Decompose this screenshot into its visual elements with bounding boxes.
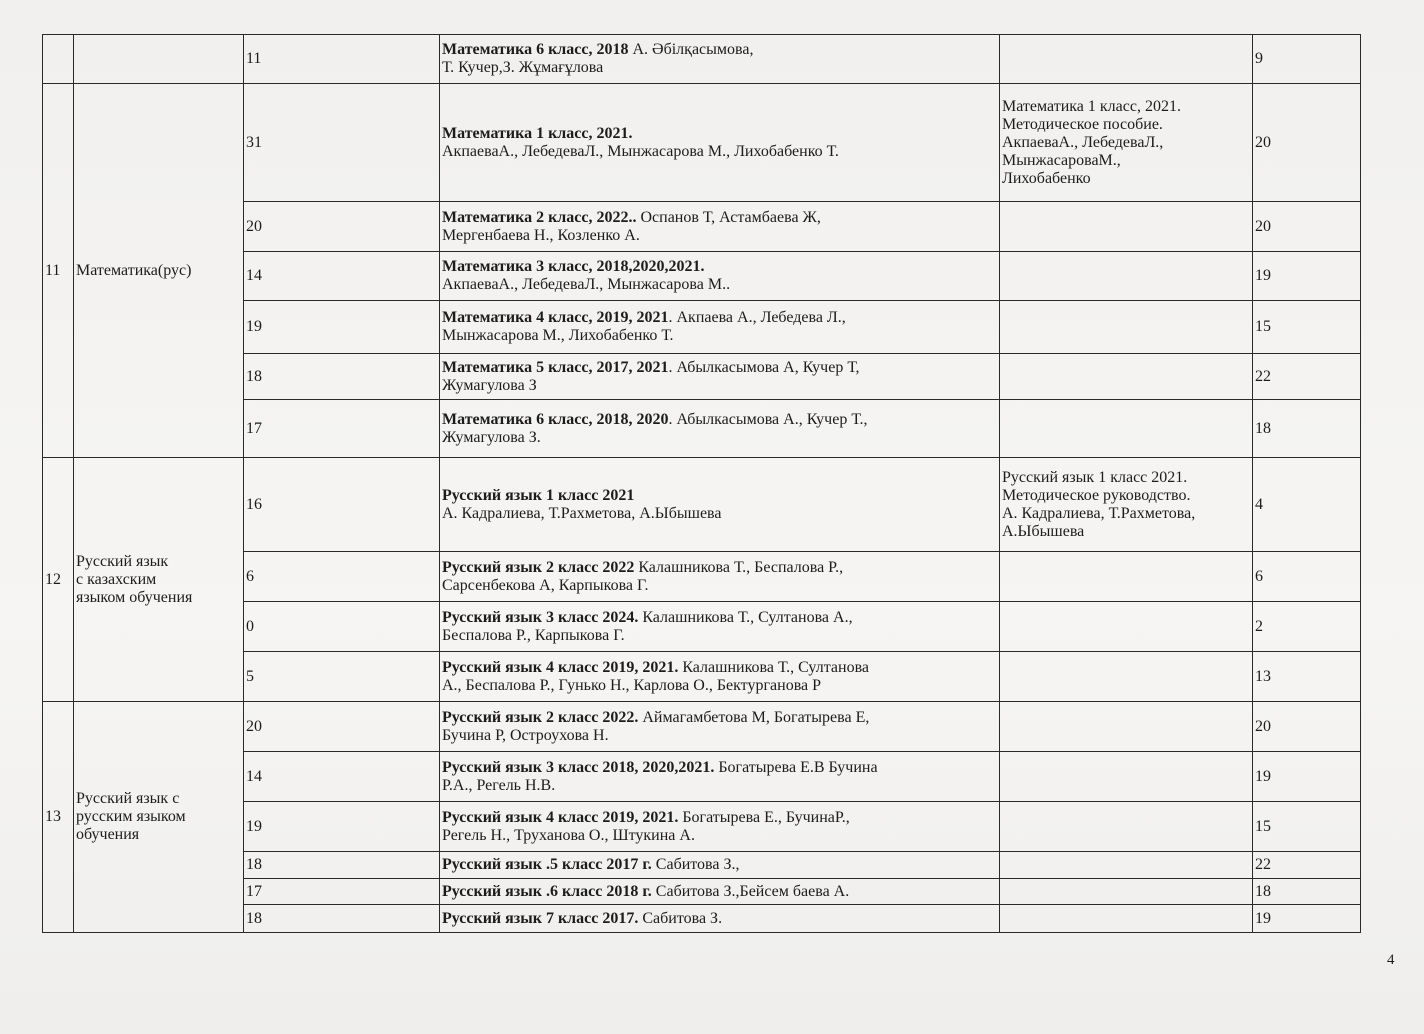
methodical-cell — [1000, 35, 1253, 84]
result-cell: 18 — [1253, 879, 1361, 905]
subject-line: обучения — [76, 826, 140, 843]
textbook-title: Математика 1 класс, 2021. — [442, 124, 633, 142]
textbook-authors: Богатырева Е.В Бучина — [714, 758, 878, 776]
subject-cell — [74, 35, 244, 84]
methodical-cell — [1000, 702, 1253, 752]
methodical-cell — [1000, 905, 1253, 933]
textbook-title: Русский язык 4 класс 2019, 2021. — [442, 658, 679, 676]
result-cell: 15 — [1253, 802, 1361, 852]
result-cell: 18 — [1253, 400, 1361, 458]
textbook-authors-line: Сарсенбекова А, Карпыкова Г. — [442, 576, 649, 594]
count-cell: 5 — [244, 652, 440, 702]
textbook-title: Русский язык 1 класс 2021 — [442, 486, 635, 504]
methodical-cell — [1000, 400, 1253, 458]
textbook-authors-line: А. Кадралиева, Т.Рахметова, А.Ыбышева — [442, 504, 722, 522]
result-cell: 20 — [1253, 202, 1361, 252]
textbook-authors: Аймагамбетова М, Богатырева Е, — [638, 708, 870, 726]
result-cell: 22 — [1253, 354, 1361, 400]
methodical-line: Лихобабенко — [1002, 169, 1091, 187]
textbook-authors: Сабитова З.,Бейсем баева А. — [651, 882, 850, 900]
textbook-title: Русский язык 4 класс 2019, 2021. — [442, 808, 679, 826]
textbook-authors-line: Мергенбаева Н., Козленко А. — [442, 226, 640, 244]
methodical-cell — [1000, 602, 1253, 652]
subject-cell — [74, 702, 244, 933]
textbook-cell — [440, 400, 1000, 458]
textbook-cell — [440, 652, 1000, 702]
row-number-cell: 13 — [43, 702, 74, 933]
textbook-cell — [440, 35, 1000, 84]
textbook-cell — [440, 905, 1000, 933]
textbook-authors-line: Т. Кучер,З. Жұмағұлова — [442, 59, 604, 76]
count-cell: 14 — [244, 252, 440, 301]
textbook-authors-line: А., Беспалова Р., Гунько Н., Карлова О., Бектурганова Р — [442, 676, 822, 694]
count-cell: 14 — [244, 752, 440, 802]
methodical-cell — [1000, 252, 1253, 301]
result-cell: 19 — [1253, 752, 1361, 802]
table-row — [43, 458, 1361, 552]
textbook-cell — [440, 354, 1000, 400]
result-cell: 6 — [1253, 552, 1361, 602]
result-cell: 19 — [1253, 905, 1361, 933]
textbook-cell — [440, 702, 1000, 752]
textbook-cell — [440, 852, 1000, 879]
textbook-authors: Оспанов Т, Астамбаева Ж, — [636, 208, 821, 226]
subject-line: русским языком — [76, 808, 186, 825]
textbook-title: Русский язык 3 класс 2024. — [442, 608, 639, 626]
count-cell: 19 — [244, 301, 440, 354]
textbook-cell — [440, 552, 1000, 602]
textbook-cell — [440, 602, 1000, 652]
textbook-authors: Калашникова Т., Беспалова Р., — [634, 558, 844, 576]
row-number-cell: 12 — [43, 458, 74, 702]
methodical-cell — [1000, 84, 1253, 202]
methodical-cell — [1000, 202, 1253, 252]
count-cell: 6 — [244, 552, 440, 602]
textbook-authors-line: Жумагулова З. — [442, 428, 541, 446]
subject-cell: Математика(рус) — [74, 84, 244, 458]
textbook-title: Математика 4 класс, 2019, 2021 — [442, 309, 669, 326]
methodical-line: АкпаеваА., ЛебедеваЛ., — [1002, 133, 1164, 151]
result-cell: 9 — [1253, 35, 1361, 84]
methodical-line: МынжасароваМ., — [1002, 151, 1121, 169]
count-cell: 20 — [244, 702, 440, 752]
methodical-cell — [1000, 852, 1253, 879]
textbook-authors-line: Регель Н., Труханова О., Штукина А. — [442, 826, 695, 844]
result-cell: 22 — [1253, 852, 1361, 879]
textbook-authors-line: Р.А., Регель Н.В. — [442, 776, 556, 794]
textbook-cell — [440, 301, 1000, 354]
methodical-line: А.Ыбышева — [1002, 522, 1085, 540]
methodical-line: А. Кадралиева, Т.Рахметова, — [1002, 504, 1196, 522]
textbook-cell — [440, 879, 1000, 905]
row-number-cell — [43, 35, 74, 84]
textbook-title: Математика 3 класс, 2018,2020,2021. — [442, 258, 705, 275]
methodical-cell — [1000, 652, 1253, 702]
count-cell: 0 — [244, 602, 440, 652]
textbook-authors-line: АкпаеваА., ЛебедеваЛ., Мынжасарова М.. — [442, 276, 731, 293]
textbook-authors: . Абылкасымова А, Кучер Т, — [668, 358, 860, 376]
methodical-cell — [1000, 458, 1253, 552]
count-cell: 18 — [244, 905, 440, 933]
textbook-title: Русский язык .6 класс 2018 г. — [442, 882, 652, 900]
textbook-cell — [440, 752, 1000, 802]
textbook-authors: Калашникова Т., Султанова А., — [638, 608, 853, 626]
result-cell: 2 — [1253, 602, 1361, 652]
methodical-line: Методическое руководство. — [1002, 486, 1191, 504]
textbook-cell — [440, 458, 1000, 552]
textbook-authors-line: Беспалова Р., Карпыкова Г. — [442, 626, 625, 644]
textbook-title: Математика 5 класс, 2017, 2021 — [442, 358, 669, 376]
result-cell: 19 — [1253, 252, 1361, 301]
result-cell: 15 — [1253, 301, 1361, 354]
subject-line: с казахским — [76, 570, 157, 588]
subject-line: Русский язык — [76, 552, 169, 570]
count-cell: 11 — [244, 35, 440, 84]
textbook-title: Русский язык 3 класс 2018, 2020,2021. — [442, 758, 715, 776]
result-cell: 20 — [1253, 84, 1361, 202]
count-cell: 19 — [244, 802, 440, 852]
count-cell: 16 — [244, 458, 440, 552]
textbook-title: Математика 6 класс, 2018, 2020 — [442, 410, 669, 428]
count-cell: 20 — [244, 202, 440, 252]
textbook-authors-line: Жумагулова З — [442, 376, 537, 394]
textbook-authors-line: Бучина Р, Остроухова Н. — [442, 726, 609, 744]
textbook-authors: Калашникова Т., Султанова — [678, 658, 870, 676]
table-row — [43, 35, 1361, 84]
page-number: 4 — [1387, 952, 1395, 968]
textbook-cell — [440, 252, 1000, 301]
textbook-cell — [440, 202, 1000, 252]
textbook-authors-line: Мынжасарова М., Лихобабенко Т. — [442, 327, 674, 344]
textbook-authors: . Акпаева А., Лебедева Л., — [668, 309, 846, 326]
subject-line: Русский язык с — [76, 790, 180, 807]
subject-line: языком обучения — [76, 588, 193, 606]
methodical-cell — [1000, 552, 1253, 602]
textbook-authors: Сабитова З., — [651, 856, 740, 873]
result-cell: 4 — [1253, 458, 1361, 552]
textbook-table — [42, 34, 1361, 933]
count-cell: 18 — [244, 354, 440, 400]
count-cell: 17 — [244, 879, 440, 905]
textbook-title: Математика 2 класс, 2022.. — [442, 208, 637, 226]
count-cell: 17 — [244, 400, 440, 458]
textbook-title: Русский язык 7 класс 2017. — [442, 909, 639, 927]
methodical-cell — [1000, 354, 1253, 400]
methodical-cell — [1000, 802, 1253, 852]
textbook-authors: А. Әбілқасымова, — [628, 41, 754, 58]
result-cell: 20 — [1253, 702, 1361, 752]
row-number-cell: 11 — [43, 84, 74, 458]
textbook-cell — [440, 84, 1000, 202]
textbook-title: Математика 6 класс, 2018 — [442, 41, 629, 58]
methodical-cell — [1000, 301, 1253, 354]
textbook-title: Русский язык 2 класс 2022. — [442, 708, 639, 726]
textbook-cell — [440, 802, 1000, 852]
result-cell: 13 — [1253, 652, 1361, 702]
textbook-authors: Богатырева Е., БучинаР., — [678, 808, 850, 826]
textbook-authors-line: АкпаеваА., ЛебедеваЛ., Мынжасарова М., Лихобабенко Т. — [442, 142, 839, 160]
textbook-title: Русский язык 2 класс 2022 — [442, 558, 635, 576]
count-cell: 18 — [244, 852, 440, 879]
methodical-cell — [1000, 879, 1253, 905]
methodical-cell — [1000, 752, 1253, 802]
methodical-line: Методическое пособие. — [1002, 115, 1163, 133]
count-cell: 31 — [244, 84, 440, 202]
textbook-authors: Сабитова З. — [638, 909, 723, 927]
textbook-title: Русский язык .5 класс 2017 г. — [442, 856, 652, 873]
methodical-line: Математика 1 класс, 2021. — [1002, 97, 1181, 115]
table-row — [43, 702, 1361, 752]
textbook-authors: . Абылкасымова А., Кучер Т., — [668, 410, 868, 428]
table-row — [43, 84, 1361, 202]
methodical-line: Русский язык 1 класс 2021. — [1002, 468, 1188, 486]
subject-cell — [74, 458, 244, 702]
